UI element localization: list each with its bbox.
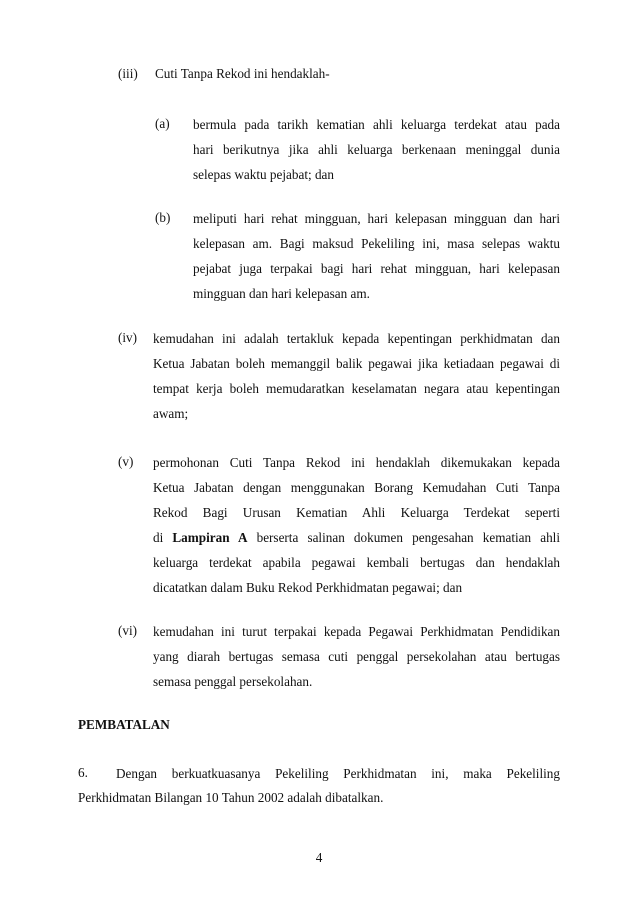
item-v-line-4-pre: di xyxy=(153,530,164,545)
item-vi-paragraph xyxy=(153,619,560,694)
item-iii-a-line-2: hari berikutnya jika ahli keluarga berkenaan meninggal dunia xyxy=(193,142,560,157)
page-number: 4 xyxy=(315,850,323,865)
item-v-line-4-post: berserta salinan dokumen pengesahan kematian ahli xyxy=(256,530,560,545)
lampiran-a-reference: Lampiran A xyxy=(172,530,248,545)
item-iv-line-2: Ketua Jabatan boleh memanggil balik pegawai jika ketiadaan pegawai di xyxy=(153,356,560,371)
item-v-line-4 xyxy=(153,525,560,550)
item-v-paragraph xyxy=(153,450,560,600)
item-iii-b-line-4: mingguan dan hari kelepasan am. xyxy=(193,286,370,301)
para-6-line-1-text: Dengan berkuatkuasanya Pekeliling Perkhidmatan ini, maka Pekeliling xyxy=(116,766,560,781)
para-6-line-2: Perkhidmatan Bilangan 10 Tahun 2002 adalah dibatalkan. xyxy=(78,790,384,805)
item-vi-marker: (vi) xyxy=(118,623,138,638)
item-iii-b-marker: (b) xyxy=(155,210,171,225)
item-vi-line-1: kemudahan ini turut terpakai kepada Pegawai Perkhidmatan Pendidikan xyxy=(153,624,560,639)
item-iii-b-line-1: meliputi hari rehat mingguan, hari kelepasan mingguan dan hari xyxy=(193,211,560,226)
para-6-line-1 xyxy=(116,761,560,786)
para-6-number: 6. xyxy=(78,765,88,780)
item-v-line-3: Rekod Bagi Urusan Kematian Ahli Keluarga Terdekat seperti xyxy=(153,505,560,520)
section-heading: PEMBATALAN xyxy=(78,717,170,732)
item-iv-line-3: tempat kerja boleh memudaratkan keselamatan negara atau kepentingan xyxy=(153,381,560,396)
item-iii-a-paragraph xyxy=(193,112,560,187)
item-v-marker: (v) xyxy=(118,454,134,469)
item-v-line-1: permohonan Cuti Tanpa Rekod ini hendaklah dikemukakan kepada xyxy=(153,455,560,470)
item-iii-a-line-1: bermula pada tarikh kematian ahli keluarga terdekat atau pada xyxy=(193,117,560,132)
item-v-line-6: dicatatkan dalam Buku Rekod Perkhidmatan pegawai; dan xyxy=(153,580,463,595)
item-vi-line-3: semasa penggal persekolahan. xyxy=(153,674,313,689)
item-iv-line-4: awam; xyxy=(153,406,189,421)
item-iv-line-1: kemudahan ini adalah tertakluk kepada kepentingan perkhidmatan dan xyxy=(153,331,560,346)
item-vi-line-2: yang diarah bertugas semasa cuti penggal persekolahan atau bertugas xyxy=(153,649,560,664)
item-iv-marker: (iv) xyxy=(118,330,138,345)
item-iv-paragraph xyxy=(153,326,560,426)
item-iii-marker: (iii) xyxy=(118,66,138,81)
item-iii-b-line-2: kelepasan am. Bagi maksud Pekeliling ini, masa selepas waktu xyxy=(193,236,560,251)
item-iii-b-paragraph xyxy=(193,206,560,306)
item-v-line-5: keluarga terdekat apabila pegawai kembali bertugas dan hendaklah xyxy=(153,555,560,570)
item-iii-b-line-3: pejabat juga terpakai bagi hari rehat mingguan, hari kelepasan xyxy=(193,261,560,276)
item-iii-text: Cuti Tanpa Rekod ini hendaklah- xyxy=(155,66,330,81)
item-v-line-2: Ketua Jabatan dengan menggunakan Borang Kemudahan Cuti Tanpa xyxy=(153,480,560,495)
item-iii-a-marker: (a) xyxy=(155,116,170,131)
item-iii-a-line-3: selepas waktu pejabat; dan xyxy=(193,167,334,182)
